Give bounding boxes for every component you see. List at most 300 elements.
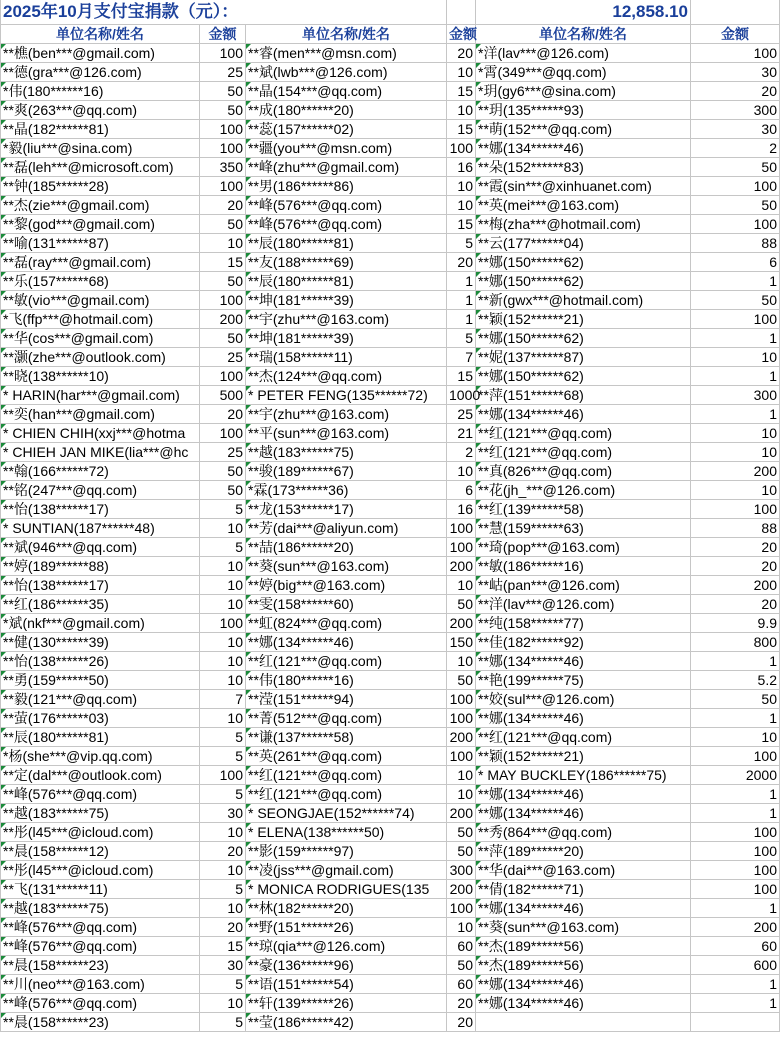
donor-name-cell-col3[interactable]: *霄(349***@qq.com) xyxy=(476,63,691,82)
amount-cell-col2[interactable]: 100 xyxy=(447,139,476,158)
title-blank-cell[interactable] xyxy=(691,0,780,25)
donor-name-cell-col1[interactable]: * CHIEN CHIH(xxj***@hotma xyxy=(1,424,200,443)
donor-name-cell-col1[interactable]: **翰(166******72) xyxy=(1,462,200,481)
amount-cell-col3[interactable]: 1 xyxy=(691,367,780,386)
amount-cell-col1[interactable]: 30 xyxy=(200,956,246,975)
amount-cell-col3[interactable]: 100 xyxy=(691,500,780,519)
amount-cell-col1[interactable]: 10 xyxy=(200,234,246,253)
amount-cell-col2[interactable]: 6 xyxy=(447,481,476,500)
donor-name-cell-col3[interactable]: **玥(135******93) xyxy=(476,101,691,120)
amount-cell-col3[interactable]: 100 xyxy=(691,310,780,329)
amount-cell-col2[interactable]: 100 xyxy=(447,899,476,918)
title-blank-cell[interactable] xyxy=(447,0,476,25)
amount-cell-col1[interactable]: 10 xyxy=(200,823,246,842)
donor-name-cell-col1[interactable]: *杨(she***@vip.qq.com) xyxy=(1,747,200,766)
donor-name-cell-col3[interactable]: **纯(158******77) xyxy=(476,614,691,633)
amount-cell-col3[interactable]: 2000 xyxy=(691,766,780,785)
donor-name-cell-col1[interactable]: **峰(576***@qq.com) xyxy=(1,918,200,937)
donor-name-cell-col1[interactable]: **越(183******75) xyxy=(1,804,200,823)
amount-cell-col3[interactable]: 300 xyxy=(691,101,780,120)
amount-cell-col1[interactable]: 100 xyxy=(200,766,246,785)
amount-cell-col1[interactable]: 10 xyxy=(200,899,246,918)
donor-name-cell-col2[interactable]: **晶(154***@qq.com) xyxy=(246,82,447,101)
amount-cell-col1[interactable]: 50 xyxy=(200,82,246,101)
donor-name-cell-col2[interactable]: **越(183******75) xyxy=(246,443,447,462)
amount-cell-col2[interactable]: 1 xyxy=(447,310,476,329)
donor-name-cell-col1[interactable]: **樵(ben***@gmail.com) xyxy=(1,44,200,63)
amount-cell-col1[interactable]: 10 xyxy=(200,652,246,671)
donor-name-cell-col2[interactable]: **豪(136******96) xyxy=(246,956,447,975)
amount-cell-col2[interactable]: 10 xyxy=(447,177,476,196)
donor-name-cell-col2[interactable]: **伟(180******16) xyxy=(246,671,447,690)
amount-cell-col3[interactable]: 1 xyxy=(691,405,780,424)
donor-name-cell-col2[interactable]: **斌(lwb***@126.com) xyxy=(246,63,447,82)
donor-name-cell-col2[interactable]: **骏(189******67) xyxy=(246,462,447,481)
donor-name-cell-col1[interactable]: * HARIN(har***@gmail.com) xyxy=(1,386,200,405)
amount-cell-col3[interactable]: 100 xyxy=(691,823,780,842)
donor-name-cell-col3[interactable]: **杰(189******56) xyxy=(476,937,691,956)
donor-name-cell-col1[interactable]: **怡(138******26) xyxy=(1,652,200,671)
amount-cell-col3[interactable]: 1 xyxy=(691,804,780,823)
amount-cell-col3[interactable]: 100 xyxy=(691,880,780,899)
donor-name-cell-col3[interactable]: **朵(152******83) xyxy=(476,158,691,177)
amount-cell-col1[interactable]: 15 xyxy=(200,253,246,272)
donor-name-cell-col2[interactable]: **宇(zhu***@163.com) xyxy=(246,310,447,329)
donor-name-cell-col3[interactable]: **岵(pan***@126.com) xyxy=(476,576,691,595)
amount-cell-col3[interactable]: 1 xyxy=(691,709,780,728)
donor-name-cell-col1[interactable]: **杰(zie***@gmail.com) xyxy=(1,196,200,215)
amount-cell-col1[interactable]: 10 xyxy=(200,709,246,728)
amount-cell-col2[interactable]: 200 xyxy=(447,557,476,576)
donor-name-cell-col3[interactable]: **娜(134******46) xyxy=(476,139,691,158)
amount-cell-col2[interactable]: 20 xyxy=(447,44,476,63)
donor-name-cell-col1[interactable]: **德(gra***@126.com) xyxy=(1,63,200,82)
donor-name-cell-col2[interactable]: * PETER FENG(135******72) xyxy=(246,386,447,405)
amount-cell-col2[interactable]: 100 xyxy=(447,747,476,766)
donor-name-cell-col2[interactable]: **红(121***@qq.com) xyxy=(246,652,447,671)
amount-cell-col1[interactable]: 10 xyxy=(200,576,246,595)
amount-cell-col1[interactable]: 10 xyxy=(200,595,246,614)
amount-cell-col1[interactable]: 10 xyxy=(200,861,246,880)
donor-name-cell-col3[interactable]: **娜(134******46) xyxy=(476,652,691,671)
donor-name-cell-col3[interactable]: **葵(sun***@163.com) xyxy=(476,918,691,937)
amount-cell-col2[interactable]: 300 xyxy=(447,861,476,880)
amount-cell-col3[interactable]: 800 xyxy=(691,633,780,652)
donor-name-cell-col3[interactable]: **梅(zha***@hotmail.com) xyxy=(476,215,691,234)
amount-cell-col2[interactable]: 200 xyxy=(447,880,476,899)
donor-name-cell-col3[interactable]: **颖(152******21) xyxy=(476,310,691,329)
donor-name-cell-col2[interactable]: **影(159******97) xyxy=(246,842,447,861)
donor-name-cell-col2[interactable]: **峰(zhu***@gmail.com) xyxy=(246,158,447,177)
donor-name-cell-col2[interactable]: **轩(139******26) xyxy=(246,994,447,1013)
amount-cell-col3[interactable]: 100 xyxy=(691,861,780,880)
amount-cell-col1[interactable]: 5 xyxy=(200,1013,246,1032)
amount-cell-col2[interactable]: 100 xyxy=(447,538,476,557)
donor-name-cell-col3[interactable]: **红(121***@qq.com) xyxy=(476,424,691,443)
amount-cell-col1[interactable]: 50 xyxy=(200,481,246,500)
amount-cell-col3[interactable]: 1 xyxy=(691,329,780,348)
amount-cell-col1[interactable]: 10 xyxy=(200,633,246,652)
donor-name-cell-col1[interactable]: **敏(vio***@gmail.com) xyxy=(1,291,200,310)
donor-name-cell-col3[interactable]: **倩(182******71) xyxy=(476,880,691,899)
donor-name-cell-col2[interactable]: **辰(180******81) xyxy=(246,272,447,291)
amount-cell-col3[interactable]: 100 xyxy=(691,842,780,861)
donor-name-cell-col2[interactable]: **虹(824***@qq.com) xyxy=(246,614,447,633)
amount-cell-col1[interactable]: 25 xyxy=(200,63,246,82)
amount-cell-col3[interactable]: 100 xyxy=(691,44,780,63)
donor-name-cell-col3[interactable]: **娜(150******62) xyxy=(476,253,691,272)
donor-name-cell-col3[interactable]: **颖(152******21) xyxy=(476,747,691,766)
donor-name-cell-col2[interactable]: **谦(137******58) xyxy=(246,728,447,747)
donor-name-cell-col1[interactable]: **奕(han***@gmail.com) xyxy=(1,405,200,424)
donor-name-cell-col1[interactable]: **晨(158******23) xyxy=(1,956,200,975)
amount-cell-col1[interactable]: 50 xyxy=(200,329,246,348)
amount-cell-col1[interactable]: 50 xyxy=(200,215,246,234)
amount-cell-col2[interactable]: 100 xyxy=(447,519,476,538)
amount-cell-col1[interactable]: 5 xyxy=(200,880,246,899)
donor-name-cell-col2[interactable]: **睿(men***@msn.com) xyxy=(246,44,447,63)
donor-name-cell-col1[interactable]: **晨(158******12) xyxy=(1,842,200,861)
donor-name-cell-col3[interactable]: **佳(182******92) xyxy=(476,633,691,652)
amount-cell-col3[interactable]: 10 xyxy=(691,348,780,367)
donor-name-cell-col3[interactable]: **娜(134******46) xyxy=(476,405,691,424)
amount-cell-col3[interactable]: 10 xyxy=(691,443,780,462)
amount-cell-col2[interactable]: 1 xyxy=(447,291,476,310)
amount-cell-col1[interactable]: 50 xyxy=(200,462,246,481)
amount-cell-col3[interactable]: 300 xyxy=(691,386,780,405)
amount-cell-col2[interactable]: 50 xyxy=(447,956,476,975)
donor-name-cell-col3[interactable]: **红(139******58) xyxy=(476,500,691,519)
amount-cell-col3[interactable]: 60 xyxy=(691,937,780,956)
donor-name-cell-col3[interactable]: **萌(152***@qq.com) xyxy=(476,120,691,139)
donor-name-cell-col3[interactable]: **娜(134******46) xyxy=(476,804,691,823)
donor-name-cell-col3[interactable]: * MAY BUCKLEY(186******75) xyxy=(476,766,691,785)
donor-name-cell-col2[interactable]: **葵(sun***@163.com) xyxy=(246,557,447,576)
donor-name-cell-col2[interactable]: **滢(151******94) xyxy=(246,690,447,709)
donor-name-cell-col2[interactable]: *霖(173******36) xyxy=(246,481,447,500)
amount-cell-col2[interactable]: 50 xyxy=(447,842,476,861)
amount-cell-col1[interactable]: 50 xyxy=(200,101,246,120)
donor-name-cell-col1[interactable]: *斌(nkf***@gmail.com) xyxy=(1,614,200,633)
donor-name-cell-col2[interactable]: **坤(181******39) xyxy=(246,291,447,310)
donor-name-cell-col2[interactable]: **瑞(158******11) xyxy=(246,348,447,367)
amount-cell-col2[interactable]: 20 xyxy=(447,1013,476,1032)
donor-name-cell-col1[interactable]: **怡(138******17) xyxy=(1,576,200,595)
donor-name-cell-col1[interactable]: **喻(131******87) xyxy=(1,234,200,253)
amount-cell-col3[interactable]: 20 xyxy=(691,557,780,576)
amount-cell-col1[interactable]: 5 xyxy=(200,500,246,519)
amount-cell-col2[interactable]: 20 xyxy=(447,253,476,272)
donor-name-cell-col1[interactable]: **斌(946***@qq.com) xyxy=(1,538,200,557)
donor-name-cell-col2[interactable]: **友(188******69) xyxy=(246,253,447,272)
donor-name-cell-col1[interactable]: **黎(god***@gmail.com) xyxy=(1,215,200,234)
donor-name-cell-col2[interactable]: **菁(512***@qq.com) xyxy=(246,709,447,728)
amount-cell-col3[interactable]: 100 xyxy=(691,747,780,766)
amount-cell-col3[interactable]: 30 xyxy=(691,63,780,82)
donor-name-cell-col2[interactable]: **辰(180******81) xyxy=(246,234,447,253)
donor-name-cell-col2[interactable]: **凌(jss***@gmail.com) xyxy=(246,861,447,880)
donor-name-cell-col2[interactable]: **琼(qia***@126.com) xyxy=(246,937,447,956)
amount-cell-col1[interactable]: 500 xyxy=(200,386,246,405)
amount-cell-col1[interactable]: 100 xyxy=(200,367,246,386)
amount-cell-col2[interactable]: 10 xyxy=(447,766,476,785)
donor-name-cell-col3[interactable]: *洋(lav***@126.com) xyxy=(476,44,691,63)
donor-name-cell-col3[interactable]: **娜(134******46) xyxy=(476,975,691,994)
amount-cell-col2[interactable]: 60 xyxy=(447,975,476,994)
donor-name-cell-col1[interactable]: **晓(138******10) xyxy=(1,367,200,386)
amount-cell-col3[interactable]: 100 xyxy=(691,215,780,234)
amount-cell-col3[interactable]: 200 xyxy=(691,918,780,937)
amount-cell-col1[interactable]: 100 xyxy=(200,120,246,139)
amount-cell-col3[interactable]: 6 xyxy=(691,253,780,272)
amount-cell-col2[interactable]: 25 xyxy=(447,405,476,424)
amount-cell-col1[interactable]: 50 xyxy=(200,272,246,291)
amount-cell-col2[interactable]: 5 xyxy=(447,329,476,348)
amount-cell-col2[interactable]: 16 xyxy=(447,500,476,519)
donor-name-cell-col3[interactable]: **华(dai***@163.com) xyxy=(476,861,691,880)
amount-cell-col2[interactable]: 7 xyxy=(447,348,476,367)
amount-cell-col3[interactable]: 1 xyxy=(691,785,780,804)
amount-cell-col1[interactable]: 5 xyxy=(200,747,246,766)
amount-cell-col1[interactable]: 100 xyxy=(200,424,246,443)
amount-cell-col2[interactable]: 10 xyxy=(447,462,476,481)
amount-cell-col2[interactable]: 15 xyxy=(447,120,476,139)
donor-name-cell-col1[interactable]: **川(neo***@163.com) xyxy=(1,975,200,994)
amount-cell-col1[interactable]: 350 xyxy=(200,158,246,177)
donor-name-cell-col1[interactable]: **健(130******39) xyxy=(1,633,200,652)
donor-name-cell-col1[interactable]: * SUNTIAN(187******48) xyxy=(1,519,200,538)
donor-name-cell-col3[interactable]: **云(177******04) xyxy=(476,234,691,253)
amount-cell-col3[interactable]: 1 xyxy=(691,899,780,918)
amount-cell-col2[interactable]: 200 xyxy=(447,614,476,633)
donor-name-cell-col3[interactable]: **琦(pop***@163.com) xyxy=(476,538,691,557)
amount-cell-col3[interactable]: 1 xyxy=(691,994,780,1013)
amount-cell-col1[interactable]: 7 xyxy=(200,690,246,709)
donor-name-cell-col1[interactable]: **飞(131******11) xyxy=(1,880,200,899)
amount-cell-col1[interactable]: 10 xyxy=(200,671,246,690)
donor-name-cell-col2[interactable]: **平(sun***@163.com) xyxy=(246,424,447,443)
amount-cell-col2[interactable]: 50 xyxy=(447,671,476,690)
donor-name-cell-col1[interactable]: **彤(l45***@icloud.com) xyxy=(1,823,200,842)
amount-cell-col1[interactable]: 5 xyxy=(200,538,246,557)
donor-name-cell-col1[interactable]: **定(dal***@outlook.com) xyxy=(1,766,200,785)
donor-name-cell-col2[interactable]: * ELENA(138******50) xyxy=(246,823,447,842)
amount-cell-col3[interactable]: 2 xyxy=(691,139,780,158)
donor-name-cell-col3[interactable]: **英(mei***@163.com) xyxy=(476,196,691,215)
donor-name-cell-col3[interactable]: **娜(150******62) xyxy=(476,272,691,291)
donor-name-cell-col3[interactable]: **秀(864***@qq.com) xyxy=(476,823,691,842)
amount-cell-col3[interactable]: 1 xyxy=(691,272,780,291)
amount-cell-col2[interactable]: 15 xyxy=(447,82,476,101)
amount-cell-col3[interactable]: 1 xyxy=(691,652,780,671)
donor-name-cell-col3[interactable]: **萍(189******20) xyxy=(476,842,691,861)
amount-cell-col2[interactable]: 100 xyxy=(447,690,476,709)
donor-name-cell-col1[interactable]: **彤(l45***@icloud.com) xyxy=(1,861,200,880)
amount-cell-col2[interactable]: 150 xyxy=(447,633,476,652)
amount-cell-col1[interactable]: 5 xyxy=(200,728,246,747)
donor-name-cell-col1[interactable]: **峰(576***@qq.com) xyxy=(1,937,200,956)
amount-cell-col1[interactable]: 100 xyxy=(200,44,246,63)
donor-name-cell-col1[interactable]: **怡(138******17) xyxy=(1,500,200,519)
amount-cell-col3[interactable]: 9.9 xyxy=(691,614,780,633)
donor-name-cell-col1[interactable]: *飞(ffp***@hotmail.com) xyxy=(1,310,200,329)
donor-name-cell-col1[interactable]: **爽(263***@qq.com) xyxy=(1,101,200,120)
donor-name-cell-col1[interactable]: * CHIEH JAN MIKE(lia***@hc xyxy=(1,443,200,462)
donor-name-cell-col3[interactable]: **花(jh_***@126.com) xyxy=(476,481,691,500)
donor-name-cell-col2[interactable]: * MONICA RODRIGUES(135 xyxy=(246,880,447,899)
donor-name-cell-col2[interactable]: **英(261***@qq.com) xyxy=(246,747,447,766)
amount-cell-col2[interactable]: 15 xyxy=(447,367,476,386)
amount-cell-col1[interactable]: 100 xyxy=(200,291,246,310)
amount-cell-col3[interactable]: 10 xyxy=(691,728,780,747)
donor-name-cell-col2[interactable]: **语(151******54) xyxy=(246,975,447,994)
donor-name-cell-col3[interactable]: **娜(134******46) xyxy=(476,785,691,804)
amount-cell-col2[interactable]: 10 xyxy=(447,101,476,120)
donor-name-cell-col2[interactable]: **红(121***@qq.com) xyxy=(246,766,447,785)
amount-cell-col1[interactable]: 20 xyxy=(200,196,246,215)
amount-cell-col1[interactable]: 10 xyxy=(200,519,246,538)
amount-cell-col3[interactable]: 5.2 xyxy=(691,671,780,690)
donor-name-cell-col3[interactable]: **真(826***@qq.com) xyxy=(476,462,691,481)
donor-name-cell-col1[interactable]: **乐(157******68) xyxy=(1,272,200,291)
amount-cell-col3[interactable]: 50 xyxy=(691,158,780,177)
donor-name-cell-col3[interactable]: **娜(150******62) xyxy=(476,367,691,386)
amount-cell-col2[interactable]: 15 xyxy=(447,215,476,234)
donor-name-cell-col3[interactable]: **娜(134******46) xyxy=(476,709,691,728)
donor-name-cell-col1[interactable]: **华(cos***@gmail.com) xyxy=(1,329,200,348)
amount-cell-col3[interactable]: 200 xyxy=(691,576,780,595)
amount-cell-col1[interactable]: 20 xyxy=(200,405,246,424)
donor-name-cell-col3[interactable]: **红(121***@qq.com) xyxy=(476,443,691,462)
donor-name-cell-col3[interactable]: **艳(199******75) xyxy=(476,671,691,690)
amount-cell-col2[interactable]: 200 xyxy=(447,804,476,823)
amount-cell-col3[interactable]: 50 xyxy=(691,196,780,215)
donor-name-cell-col1[interactable]: **磊(leh***@microsoft.com) xyxy=(1,158,200,177)
donor-name-cell-col2[interactable]: **红(121***@qq.com) xyxy=(246,785,447,804)
donor-name-cell-col1[interactable]: **萤(176******03) xyxy=(1,709,200,728)
donor-name-cell-col1[interactable]: **峰(576***@qq.com) xyxy=(1,994,200,1013)
amount-cell-col3[interactable]: 50 xyxy=(691,690,780,709)
donor-name-cell-col1[interactable]: **晶(182******81) xyxy=(1,120,200,139)
donor-name-cell-col2[interactable]: **芳(dai***@aliyun.com) xyxy=(246,519,447,538)
donor-name-cell-col2[interactable]: **峰(576***@qq.com) xyxy=(246,215,447,234)
amount-cell-col3[interactable]: 20 xyxy=(691,595,780,614)
donor-name-cell-col2[interactable]: **疆(you***@msn.com) xyxy=(246,139,447,158)
amount-cell-col1[interactable]: 10 xyxy=(200,557,246,576)
donor-name-cell-col3[interactable]: **娜(134******46) xyxy=(476,994,691,1013)
amount-cell-col2[interactable]: 10 xyxy=(447,652,476,671)
donor-name-cell-col3[interactable]: **霞(sin***@xinhuanet.com) xyxy=(476,177,691,196)
donor-name-cell-col2[interactable]: **杰(124***@qq.com) xyxy=(246,367,447,386)
amount-cell-col2[interactable]: 10 xyxy=(447,196,476,215)
donor-name-cell-col1[interactable]: *毅(liu***@sina.com) xyxy=(1,139,200,158)
donor-name-cell-col2[interactable]: **野(151******26) xyxy=(246,918,447,937)
donor-name-cell-col1[interactable]: *伟(180******16) xyxy=(1,82,200,101)
donor-name-cell-col3[interactable]: **娜(134******46) xyxy=(476,899,691,918)
donor-name-cell-col1[interactable]: **铭(247***@qq.com) xyxy=(1,481,200,500)
donor-name-cell-col2[interactable]: **娜(134******46) xyxy=(246,633,447,652)
amount-cell-col1[interactable]: 25 xyxy=(200,348,246,367)
donor-name-cell-col2[interactable]: * SEONGJAE(152******74) xyxy=(246,804,447,823)
donor-name-cell-col2[interactable]: **龙(153******17) xyxy=(246,500,447,519)
amount-cell-col3[interactable]: 30 xyxy=(691,120,780,139)
amount-cell-col1[interactable]: 10 xyxy=(200,994,246,1013)
donor-name-cell-col2[interactable]: **宇(zhu***@163.com) xyxy=(246,405,447,424)
donor-name-cell-col3[interactable] xyxy=(476,1013,691,1032)
donor-name-cell-col2[interactable]: **雯(158******60) xyxy=(246,595,447,614)
amount-cell-col2[interactable]: 60 xyxy=(447,937,476,956)
amount-cell-col1[interactable]: 20 xyxy=(200,918,246,937)
donor-name-cell-col1[interactable]: **越(183******75) xyxy=(1,899,200,918)
amount-cell-col2[interactable]: 16 xyxy=(447,158,476,177)
amount-cell-col3[interactable]: 1 xyxy=(691,975,780,994)
donor-name-cell-col3[interactable]: **萍(151******68) xyxy=(476,386,691,405)
amount-cell-col2[interactable]: 10 xyxy=(447,63,476,82)
amount-cell-col1[interactable]: 5 xyxy=(200,785,246,804)
amount-cell-col3[interactable]: 200 xyxy=(691,462,780,481)
donor-name-cell-col1[interactable]: **毅(121***@qq.com) xyxy=(1,690,200,709)
donor-name-cell-col2[interactable]: **坤(181******39) xyxy=(246,329,447,348)
donor-name-cell-col2[interactable]: **喆(186******20) xyxy=(246,538,447,557)
amount-cell-col2[interactable]: 100 xyxy=(447,709,476,728)
amount-cell-col3[interactable] xyxy=(691,1013,780,1032)
donor-name-cell-col1[interactable]: **灏(zhe***@outlook.com) xyxy=(1,348,200,367)
donor-name-cell-col2[interactable]: **婷(big***@163.com) xyxy=(246,576,447,595)
donor-name-cell-col2[interactable]: **男(186******86) xyxy=(246,177,447,196)
amount-cell-col2[interactable]: 10 xyxy=(447,785,476,804)
amount-cell-col3[interactable]: 600 xyxy=(691,956,780,975)
amount-cell-col2[interactable]: 20 xyxy=(447,994,476,1013)
amount-cell-col2[interactable]: 10 xyxy=(447,918,476,937)
amount-cell-col2[interactable]: 50 xyxy=(447,595,476,614)
donor-name-cell-col1[interactable]: **红(186******35) xyxy=(1,595,200,614)
donor-name-cell-col3[interactable]: **杰(189******56) xyxy=(476,956,691,975)
amount-cell-col3[interactable]: 10 xyxy=(691,424,780,443)
amount-cell-col1[interactable]: 5 xyxy=(200,975,246,994)
donor-name-cell-col2[interactable]: **林(182******20) xyxy=(246,899,447,918)
amount-cell-col1[interactable]: 15 xyxy=(200,937,246,956)
donor-name-cell-col3[interactable]: **洋(lav***@126.com) xyxy=(476,595,691,614)
amount-cell-col1[interactable]: 30 xyxy=(200,804,246,823)
donor-name-cell-col1[interactable]: **磊(ray***@gmail.com) xyxy=(1,253,200,272)
amount-cell-col1[interactable]: 25 xyxy=(200,443,246,462)
amount-cell-col3[interactable]: 10 xyxy=(691,481,780,500)
amount-cell-col3[interactable]: 20 xyxy=(691,538,780,557)
donor-name-cell-col2[interactable]: **蕊(157******02) xyxy=(246,120,447,139)
amount-cell-col3[interactable]: 88 xyxy=(691,234,780,253)
amount-cell-col1[interactable]: 20 xyxy=(200,842,246,861)
donor-name-cell-col3[interactable]: **敏(186******16) xyxy=(476,557,691,576)
amount-cell-col2[interactable]: 21 xyxy=(447,424,476,443)
donor-name-cell-col2[interactable]: **成(180******20) xyxy=(246,101,447,120)
amount-cell-col3[interactable]: 20 xyxy=(691,82,780,101)
amount-cell-col1[interactable]: 200 xyxy=(200,310,246,329)
donor-name-cell-col3[interactable]: **妮(137******87) xyxy=(476,348,691,367)
amount-cell-col2[interactable]: 5 xyxy=(447,234,476,253)
donor-name-cell-col3[interactable]: **红(121***@qq.com) xyxy=(476,728,691,747)
donor-name-cell-col2[interactable]: **峰(576***@qq.com) xyxy=(246,196,447,215)
donor-name-cell-col1[interactable]: **辰(180******81) xyxy=(1,728,200,747)
donor-name-cell-col3[interactable]: *玥(gy6***@sina.com) xyxy=(476,82,691,101)
donor-name-cell-col2[interactable]: **莹(186******42) xyxy=(246,1013,447,1032)
amount-cell-col2[interactable]: 50 xyxy=(447,823,476,842)
amount-cell-col2[interactable]: 2 xyxy=(447,443,476,462)
amount-cell-col3[interactable]: 100 xyxy=(691,177,780,196)
donor-name-cell-col1[interactable]: **勇(159******50) xyxy=(1,671,200,690)
donor-name-cell-col3[interactable]: **慧(159******63) xyxy=(476,519,691,538)
amount-cell-col2[interactable]: 10 xyxy=(447,576,476,595)
amount-cell-col1[interactable]: 100 xyxy=(200,614,246,633)
